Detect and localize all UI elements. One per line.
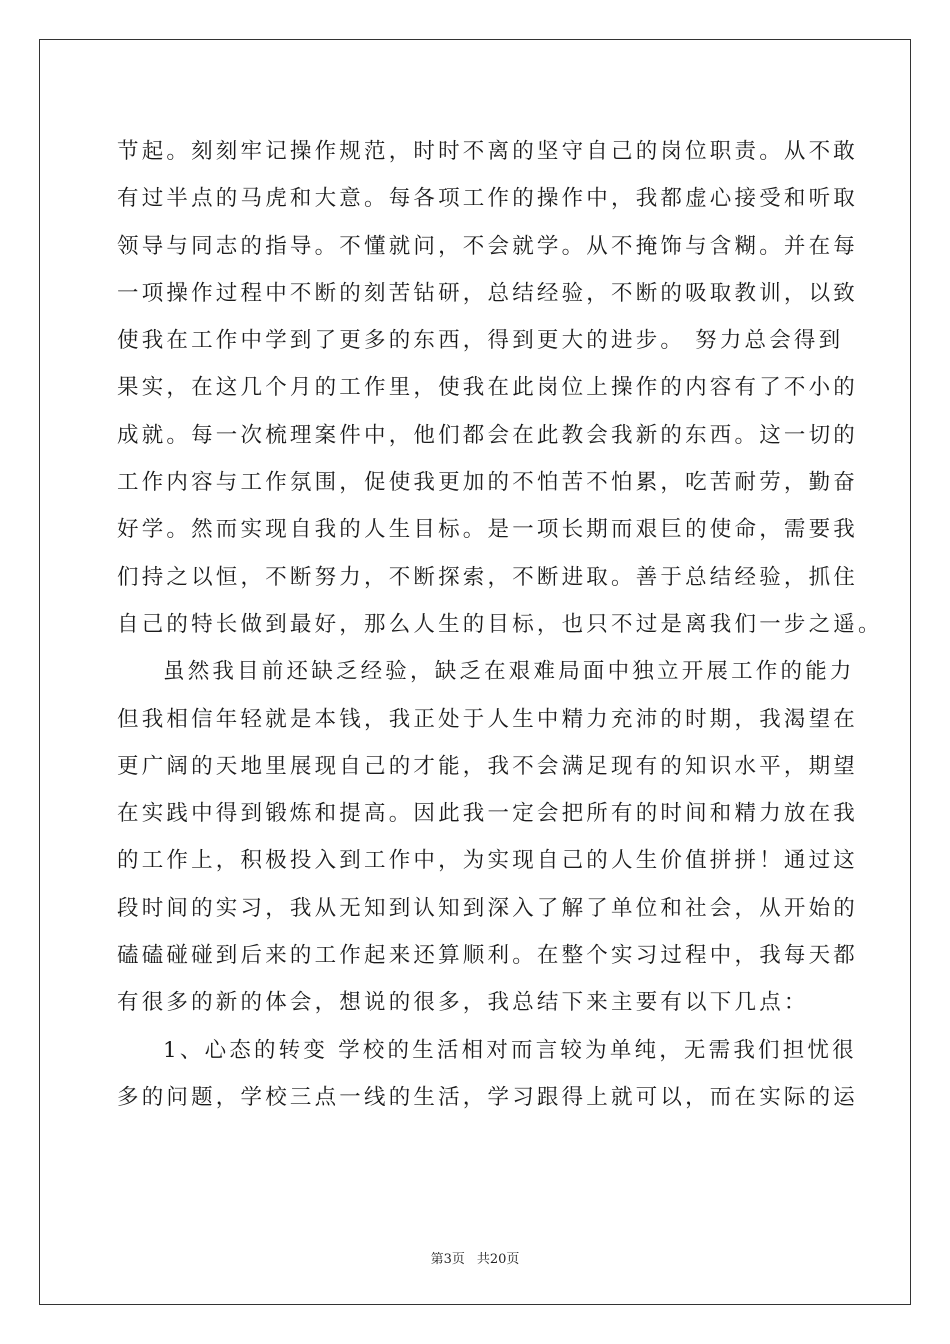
page-total: 共20页 bbox=[476, 1252, 520, 1267]
text-line: 有很多的新的体会，想说的很多，我总结下来主要有以下几点： bbox=[117, 990, 809, 1016]
text-line: 段时间的实习，我从无知到认知到深入了解了单位和社会，从开始的 bbox=[117, 895, 859, 921]
text-line: 在实践中得到锻炼和提高。因此我一定会把所有的时间和精力放在我 bbox=[117, 801, 859, 827]
text-line: 节起。刻刻牢记操作规范，时时不离的坚守自己的岗位职责。从不敢 bbox=[117, 139, 859, 164]
page-number: 第3页 bbox=[430, 1252, 465, 1267]
text-line: 工作内容与工作氛围，促使我更加的不怕苦不怕累，吃苦耐劳，勤奋 bbox=[117, 470, 859, 496]
document-body bbox=[117, 128, 883, 1121]
text-line: 但我相信年轻就是本钱，我正处于人生中精力充沛的时期，我渴望在 bbox=[117, 706, 859, 732]
text-line: 自己的特长做到最好，那么人生的目标，也只不过是离我们一步之遥。 bbox=[117, 611, 883, 637]
text-line: 成就。每一次梳理案件中，他们都会在此教会我新的东西。这一切的 bbox=[117, 422, 859, 448]
text-line: 果实，在这几个月的工作里，使我在此岗位上操作的内容有了不小的 bbox=[117, 375, 859, 401]
text-line: 使我在工作中学到了更多的东西，得到更大的进步。 努力总会得到 bbox=[117, 328, 844, 354]
text-line: 虽然我目前还缺乏经验，缺乏在艰难局面中独立开展工作的能力 bbox=[163, 659, 855, 685]
text-line: 好学。然而实现自我的人生目标。是一项长期而艰巨的使命，需要我 bbox=[117, 517, 859, 543]
text-line: 多的问题，学校三点一线的生活，学习跟得上就可以，而在实际的运 bbox=[117, 1084, 859, 1110]
text-line: 的工作上，积极投入到工作中，为实现自己的人生价值拼拼！通过这 bbox=[117, 848, 859, 874]
text-line: 磕磕碰碰到后来的工作起来还算顺利。在整个实习过程中，我每天都 bbox=[117, 943, 859, 969]
text-line: 1、心态的转变 学校的生活相对而言较为单纯，无需我们担忧很 bbox=[163, 1037, 857, 1063]
text-line: 更广阔的天地里展现自己的才能，我不会满足现有的知识水平，期望 bbox=[117, 753, 859, 779]
text-line: 一项操作过程中不断的刻苦钻研，总结经验，不断的吸取教训，以致 bbox=[117, 280, 859, 306]
text-line: 们持之以恒，不断努力，不断探索，不断进取。善于总结经验，抓住 bbox=[117, 564, 859, 590]
text-line: 领导与同志的指导。不懂就问，不会就学。从不掩饰与含糊。并在每 bbox=[117, 233, 859, 259]
page-footer bbox=[0, 1248, 950, 1267]
text-line: 有过半点的马虎和大意。每各项工作的操作中，我都虚心接受和听取 bbox=[117, 186, 859, 212]
